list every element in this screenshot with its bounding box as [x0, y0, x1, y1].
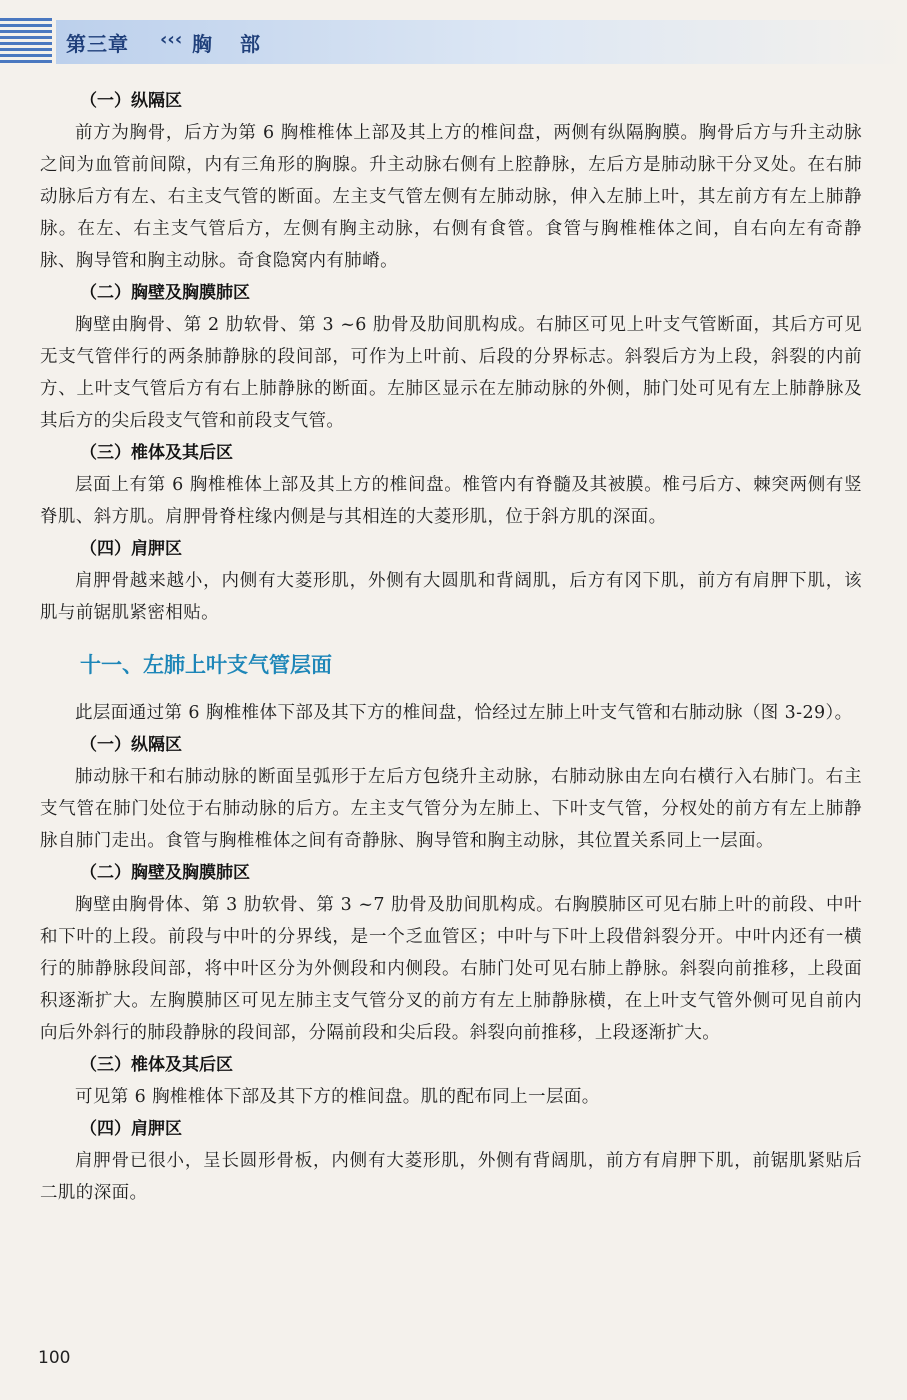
subheading-mediastinum: （一）纵隔区 [80, 735, 182, 755]
paragraph: 肩胛骨越来越小，内侧有大菱形肌，外侧有大圆肌和背阔肌，后方有冈下肌，前方有肩胛下肌，该肌与前锯肌紧密相贴。 [40, 571, 862, 623]
paragraph: 肩胛骨已很小，呈长圆形骨板，内侧有大菱形肌，外侧有背阔肌，前方有肩胛下肌，前锯肌紧贴后二肌的深面。 [40, 1151, 862, 1203]
header-bar [56, 20, 907, 64]
subheading-scapula: （四）肩胛区 [80, 1119, 182, 1139]
page-body [40, 85, 862, 1209]
subheading-vertebra: （三）椎体及其后区 [80, 1055, 233, 1075]
subheading-chest-wall: （二）胸壁及胸膜肺区 [80, 863, 250, 883]
chapter-label: 第三章 [66, 32, 129, 56]
subheading-chest-wall: （二）胸壁及胸膜肺区 [80, 283, 250, 303]
running-header [0, 18, 907, 66]
subheading-vertebra: （三）椎体及其后区 [80, 443, 233, 463]
section-label: 胸部 [192, 32, 288, 56]
chevrons-icon: ‹‹‹ [160, 29, 183, 50]
paragraph: 肺动脉干和右肺动脉的断面呈弧形于左后方包绕升主动脉，右肺动脉由左向右横行入右肺门。右主支气管在肺门处位于右肺动脉的后方。左主支气管分为左肺上、下叶支气管，分杈处的前方有左上肺静脉自肺门走出。食管与胸椎椎体之间有奇静脉、胸导管和胸主动脉，其位置关系同上一层面。 [40, 767, 862, 851]
paragraph: 此层面通过第 6 胸椎椎体下部及其下方的椎间盘，恰经过左肺上叶支气管和右肺动脉（图 3-29）。 [75, 703, 853, 723]
paragraph: 层面上有第 6 胸椎椎体上部及其上方的椎间盘。椎管内有脊髓及其被膜。椎弓后方、棘突两侧有竖脊肌、斜方肌。肩胛骨脊柱缘内侧是与其相连的大菱形肌，位于斜方肌的深面。 [40, 475, 862, 527]
paragraph: 前方为胸骨，后方为第 6 胸椎椎体上部及其上方的椎间盘，两侧有纵隔胸膜。胸骨后方与升主动脉之间为血管前间隙，内有三角形的胸腺。升主动脉右侧有上腔静脉，左后方是肺动脉干分叉处。在右肺动脉后方有左、右主支气管的断面。左主支气管左侧有左肺动脉，伸入左肺上叶，其左前方有左上肺静脉。在左、右主支气管后方，左侧有胸主动脉，右侧有食管。食管与胸椎椎体之间，自右向左有奇静脉、胸导管和胸主动脉。奇食隐窝内有肺嵴。 [40, 123, 862, 271]
page-number: 100 [38, 1348, 71, 1368]
section-title: 十一、左肺上叶支气管层面 [80, 653, 332, 677]
paragraph: 可见第 6 胸椎椎体下部及其下方的椎间盘。肌的配布同上一层面。 [75, 1087, 600, 1107]
header-stripes-decoration [0, 18, 52, 66]
subheading-scapula: （四）肩胛区 [80, 539, 182, 559]
subheading-mediastinum: （一）纵隔区 [80, 91, 182, 111]
paragraph: 胸壁由胸骨体、第 3 肋软骨、第 3 ~7 肋骨及肋间肌构成。右胸膜肺区可见右肺上叶的前段、中叶和下叶的上段。前段与中叶的分界线，是一个乏血管区；中叶与下叶上段借斜裂分开。中叶内还有一横行的肺静脉段间部，将中叶区分为外侧段和内侧段。右肺门处可见右肺上静脉。斜裂向前推移，上段面积逐渐扩大。左胸膜肺区可见左肺主支气管分叉的前方有左上肺静脉横，在上叶支气管外侧可见自前内向后外斜行的肺段静脉的段间部，分隔前段和尖后段。斜裂向前推移，上段逐渐扩大。 [40, 895, 862, 1043]
paragraph: 胸壁由胸骨、第 2 肋软骨、第 3 ~6 肋骨及肋间肌构成。右肺区可见上叶支气管断面，其后方可见无支气管伴行的两条肺静脉的段间部，可作为上叶前、后段的分界标志。斜裂后方为上段，斜裂的内前方、上叶支气管后方有右上肺静脉的断面。左肺区显示在左肺动脉的外侧，肺门处可见有左上肺静脉及其后方的尖后段支气管和前段支气管。 [40, 315, 862, 431]
